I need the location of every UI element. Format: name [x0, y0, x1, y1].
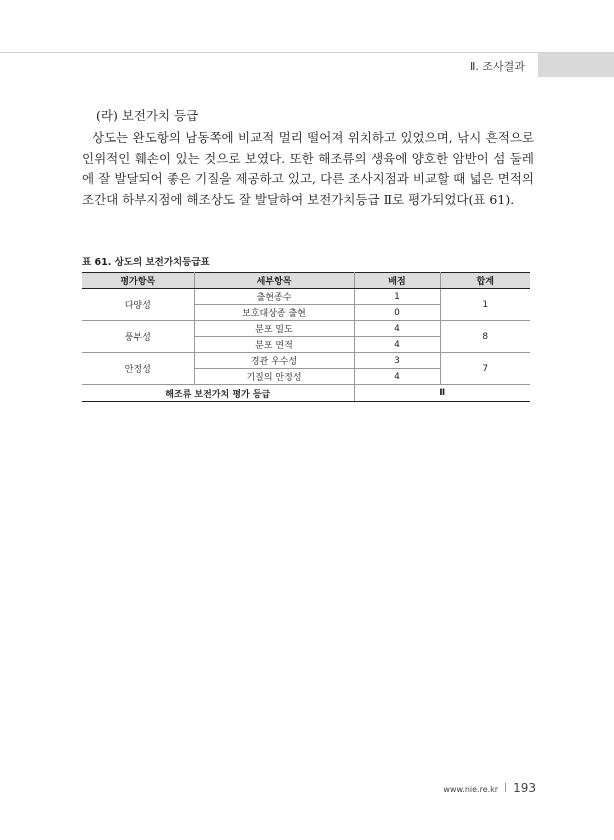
score-cell: 4 [354, 321, 440, 337]
score-cell: 0 [354, 305, 440, 321]
table-row [82, 321, 530, 337]
score-cell: 4 [354, 337, 440, 353]
total-cell: 8 [440, 321, 530, 353]
grade-label: 해조류 보전가치 평가 등급 [82, 385, 354, 402]
score-cell: 1 [354, 289, 440, 305]
total-cell: 7 [440, 353, 530, 385]
table-row [82, 353, 530, 369]
grade-value: Ⅱ [354, 385, 530, 402]
grade-row [82, 385, 530, 402]
page-number: 193 [513, 781, 536, 795]
section-subheading: (라) 보전가치 등급 [96, 108, 199, 123]
detail-cell: 출현종수 [194, 289, 354, 305]
detail-cell: 경관 우수성 [194, 353, 354, 369]
detail-cell: 보호대상종 출현 [194, 305, 354, 321]
header-cell-item: 평가항목 [82, 273, 194, 289]
detail-cell: 기질의 안정성 [194, 369, 354, 385]
chapter-tab [538, 53, 614, 77]
footer-site: www.nie.re.kr [443, 785, 499, 794]
header-cell-score: 배점 [354, 273, 440, 289]
page-footer [443, 781, 536, 795]
body-paragraph: 상도는 완도항의 남동쪽에 비교적 멀리 떨어져 위치하고 있었으며, 낚시 흔적으로 인위적인 훼손이 있는 것으로 보였다. 또한 해조류의 생육에 양호한 암반이 섬 둘레에 잘 발달되어 좋은 기질을 제공하고 있고, 다른 조사지점과 비교할 때 넓은 면적의 조간대 하부지점에 해조상도 잘 발달하여 보전가치등급 Ⅱ로 평가되었다(표 61). [82, 130, 534, 207]
header-rule [0, 52, 614, 53]
header-cell-total: 합계 [440, 273, 530, 289]
total-cell: 1 [440, 289, 530, 321]
conservation-grade-table [82, 272, 530, 402]
score-cell: 3 [354, 353, 440, 369]
table-caption: 표 61. 상도의 보전가치등급표 [82, 257, 210, 268]
header-cell-detail: 세부항목 [194, 273, 354, 289]
detail-cell: 분포 밀도 [194, 321, 354, 337]
table-row [82, 289, 530, 305]
item-cell: 안정성 [82, 353, 194, 385]
item-cell: 다양성 [82, 289, 194, 321]
chapter-label: Ⅱ. 조사결과 [470, 60, 525, 73]
footer-divider [505, 783, 506, 792]
score-cell: 4 [354, 369, 440, 385]
table-header-row [82, 273, 530, 289]
item-cell: 풍부성 [82, 321, 194, 353]
detail-cell: 분포 면적 [194, 337, 354, 353]
